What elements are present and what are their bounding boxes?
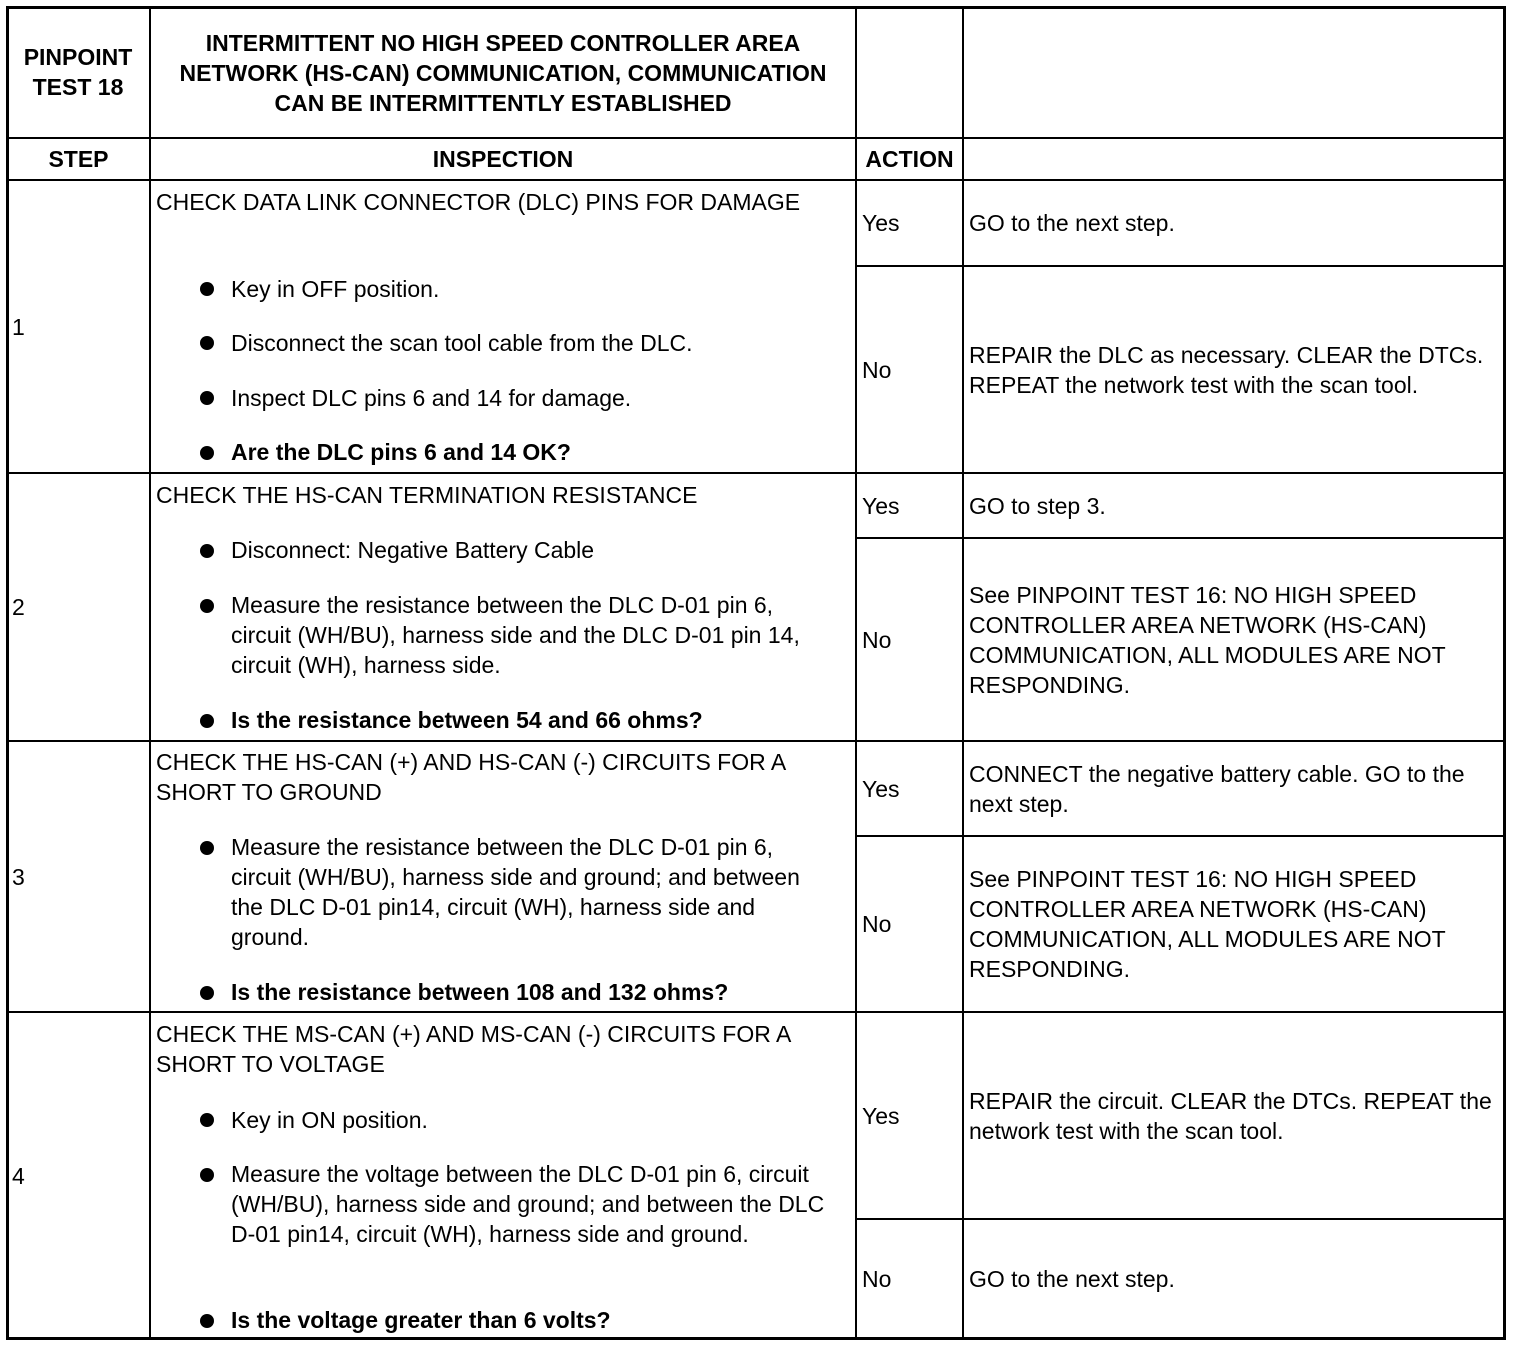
bullet-icon — [200, 446, 214, 460]
yes-action: REPAIR the circuit. CLEAR the DTCs. REPEAT the network test with the scan tool. — [969, 1087, 1492, 1144]
no-action: See PINPOINT TEST 16: NO HIGH SPEED CONTROLLER AREA NETWORK (HS-CAN) COMMUNICATION, ALL MODULES ARE NOT RESPONDING. — [969, 866, 1446, 982]
bullet-icon — [200, 1314, 214, 1328]
step-instruction: Measure the resistance between the DLC D-01 pin 6, circuit (WH/BU), harness side and the DLC D-01 pin 14, circuit (WH), harness side. — [231, 592, 800, 678]
grid-line — [149, 8, 151, 1338]
no-action: See PINPOINT TEST 16: NO HIGH SPEED CONTROLLER AREA NETWORK (HS-CAN) COMMUNICATION, ALL MODULES ARE NOT RESPONDING. — [969, 581, 1446, 698]
step-instruction: Key in OFF position. — [231, 276, 440, 302]
yes-label: Yes — [862, 775, 900, 802]
step-number: 3 — [12, 863, 25, 890]
step-title: CHECK THE MS-CAN (+) AND MS-CAN (-) CIRCUITS FOR A SHORT TO VOLTAGE — [156, 1021, 791, 1077]
step-number: 1 — [12, 313, 25, 340]
bullet-icon — [200, 391, 214, 405]
step-question: Is the voltage greater than 6 volts? — [231, 1307, 611, 1333]
step-title: CHECK DATA LINK CONNECTOR (DLC) PINS FOR DAMAGE — [156, 189, 801, 215]
yes-label: Yes — [862, 1102, 900, 1129]
step-title: CHECK THE HS-CAN (+) AND HS-CAN (-) CIRCUITS FOR A SHORT TO GROUND — [156, 749, 785, 805]
column-header-action: ACTION — [865, 146, 954, 172]
bullet-icon — [200, 599, 214, 613]
step-number: 2 — [12, 594, 25, 620]
step-instruction: Disconnect the scan tool cable from the DLC. — [231, 330, 693, 356]
column-header-step: STEP — [48, 146, 109, 172]
step-instruction: Inspect DLC pins 6 and 14 for damage. — [231, 385, 632, 411]
no-label: No — [862, 626, 892, 653]
column-header-inspection: INSPECTION — [432, 146, 574, 172]
grid-line — [962, 8, 964, 1338]
test-title: INTERMITTENT NO HIGH SPEED CONTROLLER AREA NETWORK (HS-CAN) COMMUNICATION, COMMUNICATION CAN BE INTERMITTENTLY ESTABLISHED — [179, 30, 827, 116]
bullet-icon — [200, 282, 214, 296]
pinpoint-test-label: PINPOINT TEST 18 — [23, 44, 133, 100]
no-label: No — [862, 356, 892, 383]
yes-label: Yes — [862, 210, 900, 236]
step-question: Is the resistance between 108 and 132 ohms? — [231, 979, 729, 1005]
step-instruction: Disconnect: Negative Battery Cable — [231, 537, 595, 563]
bullet-icon — [200, 544, 214, 558]
step-instruction: Key in ON position. — [231, 1107, 428, 1133]
yes-action: GO to the next step. — [969, 210, 1175, 236]
yes-action: CONNECT the negative battery cable. GO to the next step. — [969, 760, 1465, 817]
bullet-icon — [200, 714, 214, 728]
step-question: Are the DLC pins 6 and 14 OK? — [231, 439, 571, 465]
bullet-icon — [200, 841, 214, 855]
step-number: 4 — [12, 1162, 25, 1189]
bullet-icon — [200, 986, 214, 1000]
step-instruction: Measure the resistance between the DLC D-01 pin 6, circuit (WH/BU), harness side and ground; and between the DLC D-01 pin14, circuit (WH), harness side and ground. — [231, 834, 800, 950]
no-label: No — [862, 1266, 892, 1292]
bullet-icon — [200, 1168, 214, 1182]
bullet-icon — [200, 336, 214, 350]
step-title: CHECK THE HS-CAN TERMINATION RESISTANCE — [156, 482, 698, 508]
no-action: REPAIR the DLC as necessary. CLEAR the DTCs. REPEAT the network test with the scan tool. — [969, 341, 1484, 398]
yes-label: Yes — [862, 492, 900, 519]
yes-action: GO to step 3. — [969, 492, 1106, 519]
step-instruction: Measure the voltage between the DLC D-01 pin 6, circuit (WH/BU), harness side and ground; and between the DLC D-01 pin14, circuit (WH), harness side and ground. — [231, 1161, 825, 1247]
bullet-icon — [200, 1113, 214, 1127]
no-action: GO to the next step. — [969, 1266, 1175, 1292]
step-question: Is the resistance between 54 and 66 ohms? — [231, 707, 703, 733]
no-label: No — [862, 911, 892, 937]
